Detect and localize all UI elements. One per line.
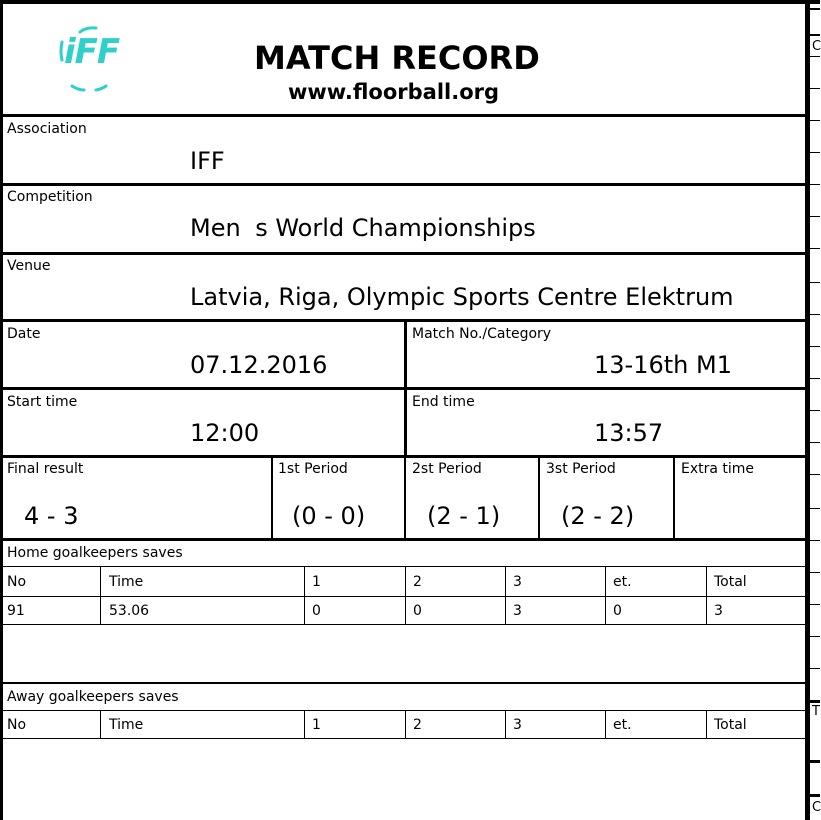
divider [0, 710, 808, 711]
divider [0, 596, 808, 597]
side-divider [808, 88, 820, 89]
side-divider [808, 216, 820, 217]
logo-text: iFF [64, 32, 120, 72]
home-row-p3: 3 [513, 603, 522, 619]
home-saves-title: Home goalkeepers saves [7, 545, 183, 561]
divider-v [706, 567, 707, 625]
divider [0, 252, 808, 255]
period1-label: 1st Period [278, 461, 348, 477]
side-divider [808, 56, 820, 57]
divider [0, 183, 808, 186]
start-time-value: 12:00 [190, 419, 260, 447]
home-row-et: 0 [613, 603, 622, 619]
divider-v [605, 567, 606, 625]
home-col-total: Total [714, 574, 747, 590]
home-col-no: No [7, 574, 27, 590]
side-divider [808, 700, 820, 703]
divider-v [304, 711, 305, 739]
final-result-label: Final result [7, 461, 84, 477]
away-col-p2: 2 [413, 717, 422, 733]
divider-v [673, 456, 675, 540]
away-col-p1: 1 [312, 717, 321, 733]
home-col-p1: 1 [312, 574, 321, 590]
side-divider [808, 378, 820, 379]
side-divider [808, 34, 820, 36]
away-col-time: Time [109, 717, 144, 733]
end-time-label: End time [412, 394, 475, 410]
period3-value: (2 - 2) [561, 502, 635, 530]
divider-v [505, 711, 506, 739]
home-row-no: 91 [7, 603, 25, 619]
divider-v [605, 711, 606, 739]
side-divider [808, 282, 820, 283]
away-saves-title: Away goalkeepers saves [7, 689, 179, 705]
divider-v [271, 456, 273, 540]
divider [0, 114, 808, 117]
competition-label: Competition [7, 189, 93, 205]
divider [0, 624, 808, 625]
home-row-p1: 0 [312, 603, 321, 619]
side-divider [808, 572, 820, 573]
side-divider [808, 120, 820, 121]
home-col-p2: 2 [413, 574, 422, 590]
home-row-p2: 0 [413, 603, 422, 619]
divider-v [100, 567, 101, 625]
side-letter-mid: T [812, 704, 820, 719]
divider-v [404, 320, 407, 457]
final-result-value: 4 - 3 [24, 502, 79, 530]
header-url[interactable]: www.floorball.org [288, 80, 500, 104]
side-divider [808, 442, 820, 443]
side-divider [808, 152, 820, 153]
home-col-p3: 3 [513, 574, 522, 590]
side-letter-bottom: C [812, 800, 821, 815]
venue-label: Venue [7, 258, 51, 274]
side-divider [808, 248, 820, 249]
home-col-time: Time [109, 574, 144, 590]
venue-value: Latvia, Riga, Olympic Sports Centre Elektrum [190, 283, 734, 311]
side-divider [808, 314, 820, 315]
side-divider [808, 794, 820, 797]
match-no-value: 13-16th M1 [594, 351, 732, 379]
left-border [0, 0, 3, 820]
association-value: IFF [190, 147, 225, 175]
association-label: Association [7, 121, 87, 137]
match-no-label: Match No./Category [412, 326, 552, 342]
competition-value: Mens World Championships [190, 214, 536, 242]
end-time-value: 13:57 [594, 419, 664, 447]
divider [0, 738, 808, 739]
home-row-total: 3 [714, 603, 723, 619]
away-col-no: No [7, 717, 27, 733]
start-time-label: Start time [7, 394, 78, 410]
side-divider [808, 474, 820, 475]
divider-v [405, 567, 406, 625]
extra-time-label: Extra time [681, 461, 755, 477]
divider [0, 682, 808, 684]
date-label: Date [7, 326, 41, 342]
away-col-total: Total [714, 717, 747, 733]
side-divider [808, 604, 820, 605]
divider-v [404, 456, 406, 540]
divider-v [505, 567, 506, 625]
top-border [0, 0, 820, 4]
side-divider [808, 540, 820, 541]
side-divider [808, 760, 820, 763]
period2-label: 2st Period [412, 461, 482, 477]
divider-v [100, 711, 101, 739]
side-divider [808, 668, 820, 669]
side-divider [808, 636, 820, 637]
period1-value: (0 - 0) [292, 502, 366, 530]
divider [0, 566, 808, 567]
period3-label: 3st Period [546, 461, 616, 477]
side-divider [808, 410, 820, 411]
side-divider [808, 184, 820, 185]
divider-v [405, 711, 406, 739]
divider-v [304, 567, 305, 625]
side-letter-top: C [812, 39, 821, 54]
away-col-p3: 3 [513, 717, 522, 733]
divider-v [538, 456, 540, 540]
side-divider [808, 346, 820, 347]
period2-value: (2 - 1) [427, 502, 501, 530]
home-row-time: 53.06 [109, 603, 150, 619]
home-col-et: et. [613, 574, 632, 590]
date-value: 07.12.2016 [190, 351, 328, 379]
away-col-et: et. [613, 717, 632, 733]
page-title: MATCH RECORD [254, 39, 540, 77]
divider-v [706, 711, 707, 739]
side-divider [808, 508, 820, 509]
side-divider [808, 8, 820, 10]
